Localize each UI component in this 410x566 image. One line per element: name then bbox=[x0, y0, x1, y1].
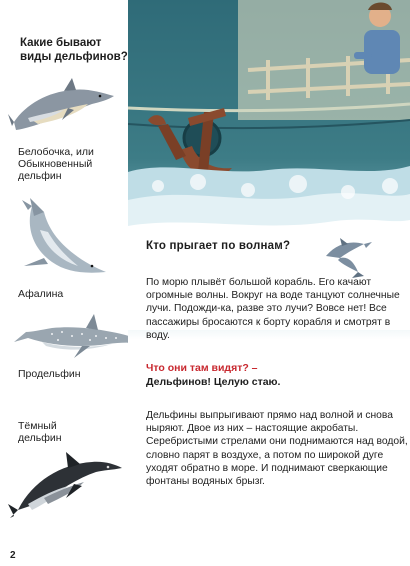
bottlenose-dolphin-illustration bbox=[18, 196, 118, 280]
question-text: Что они там видят? – bbox=[146, 362, 258, 375]
page-number: 2 bbox=[10, 550, 16, 561]
dolphin-species-sidebar bbox=[0, 0, 128, 566]
story-text bbox=[136, 240, 408, 488]
sidebar-title: Какие бывают виды дельфинов? bbox=[20, 37, 128, 63]
story-title: Кто прыгает по волнам? bbox=[146, 240, 291, 252]
story-paragraph-1: По морю плывёт большой корабль. Его качают огромные волны. Вокруг на воде танцуют солнечные лучи. Подожди-ка, разве это лучи? Вовсе нет! Все пассажиры бросаются к борту корабля и смотрят в воду. bbox=[146, 277, 400, 341]
answer-text: Дельфинов! Целую стаю. bbox=[146, 375, 281, 388]
common-dolphin-illustration bbox=[8, 74, 120, 136]
dusky-dolphin-illustration bbox=[8, 446, 126, 518]
question-answer bbox=[146, 362, 408, 389]
story-paragraph-2: Дельфины выпрыгивают прямо над волной и снова ныряют. Двое из них – настоящие акробаты. Серебристыми стрелами они поднимаются над водой, словно парят в воздухе, а потом по широкой дуге уходят обратно в море. И поднимают сверкающие фонтаны водяных брызг. bbox=[146, 410, 408, 488]
caption-common-dolphin: Белобочка, или Обыкновенный дельфин bbox=[18, 146, 94, 182]
story-panel bbox=[128, 0, 410, 566]
caption-dusky-dolphin: Тёмный дельфин bbox=[18, 420, 62, 444]
caption-bottlenose-dolphin: Афалина bbox=[18, 288, 64, 300]
caption-spotted-dolphin: Продельфин bbox=[18, 368, 81, 380]
anchor-illustration bbox=[148, 108, 232, 178]
